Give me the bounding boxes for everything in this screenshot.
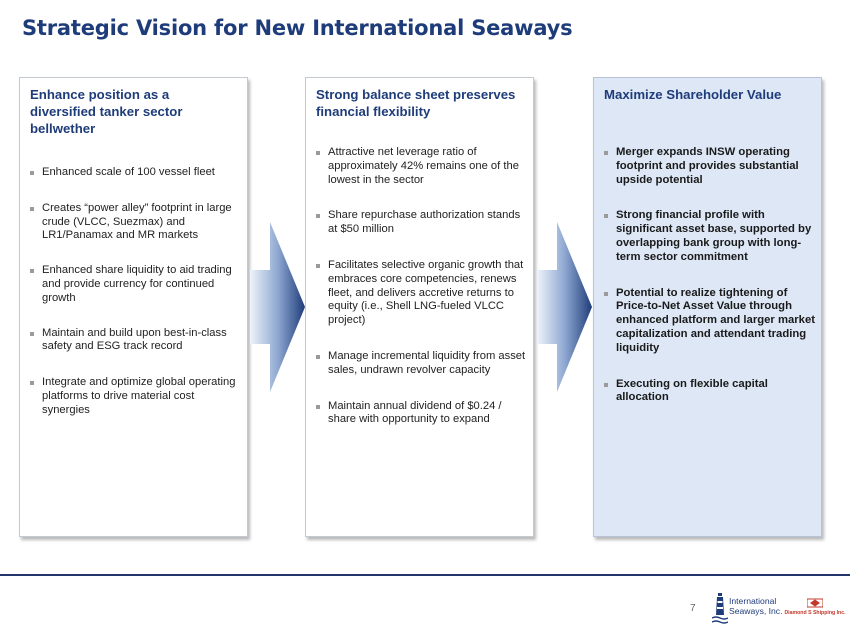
logo-text-line2: Seaways, Inc. xyxy=(729,605,783,616)
list-item: Maintain annual dividend of $0.24 / share with opportunity to expand xyxy=(315,400,527,428)
list-item: Attractive net leverage ratio of approximately 42% remains one of the lowest in the sector xyxy=(315,146,527,187)
panel-heading: Strong balance sheet preserves financial flexibility xyxy=(316,87,516,119)
lighthouse-icon xyxy=(712,591,728,625)
list-item: Enhanced share liquidity to aid trading and provide currency for continued growth xyxy=(29,264,241,305)
panel-shareholder-value xyxy=(593,77,822,537)
list-item: Executing on flexible capital allocation xyxy=(603,378,815,406)
bullet-list xyxy=(315,78,527,427)
logo-text: Diamond S Shipping Inc. xyxy=(784,610,846,616)
list-item: Integrate and optimize global operating platforms to drive material cost synergies xyxy=(29,376,241,417)
diamond-flag-icon xyxy=(807,598,823,608)
international-seaways-logo xyxy=(712,591,783,627)
chevron-right-arrow-icon xyxy=(537,222,592,392)
bullet-list xyxy=(29,78,241,418)
list-item: Share repurchase authorization stands at $50 million xyxy=(315,209,527,237)
page-number: 7 xyxy=(690,603,696,614)
list-item: Enhanced scale of 100 vessel fleet xyxy=(29,166,241,180)
panel-balance-sheet xyxy=(305,77,534,537)
list-item: Maintain and build upon best-in-class safety and ESG track record xyxy=(29,327,241,355)
list-item: Manage incremental liquidity from asset sales, undrawn revolver capacity xyxy=(315,350,527,378)
list-item: Potential to realize tightening of Price-to-Net Asset Value through enhanced platform and larger market capitalization and attendant trading liquidity xyxy=(603,287,815,356)
logo-text-line1: International xyxy=(729,596,777,606)
panel-heading: Enhance position as a diversified tanker sector bellwether xyxy=(30,87,183,136)
list-item: Creates “power alley” footprint in large crude (VLCC, Suezmax) and LR1/Panamax and MR markets xyxy=(29,202,241,243)
footer-divider xyxy=(0,574,850,576)
list-item: Merger expands INSW operating footprint and provides substantial upside potential xyxy=(603,146,815,187)
diamond-s-shipping-logo xyxy=(782,598,848,622)
page-title: Strategic Vision for New International Seaways xyxy=(22,16,573,40)
panel-heading: Maximize Shareholder Value xyxy=(604,87,782,102)
list-item: Facilitates selective organic growth that embraces core competencies, renews fleet, and delivers accretive returns to equity (i.e., Shell LNG-fueled VLCC project) xyxy=(315,259,527,328)
chevron-right-arrow-icon xyxy=(250,222,305,392)
bullet-list xyxy=(603,78,815,405)
panel-diversified-tanker xyxy=(19,77,248,537)
list-item: Strong financial profile with significant asset base, supported by overlapping bank group with long-term sector commitment xyxy=(603,209,815,264)
